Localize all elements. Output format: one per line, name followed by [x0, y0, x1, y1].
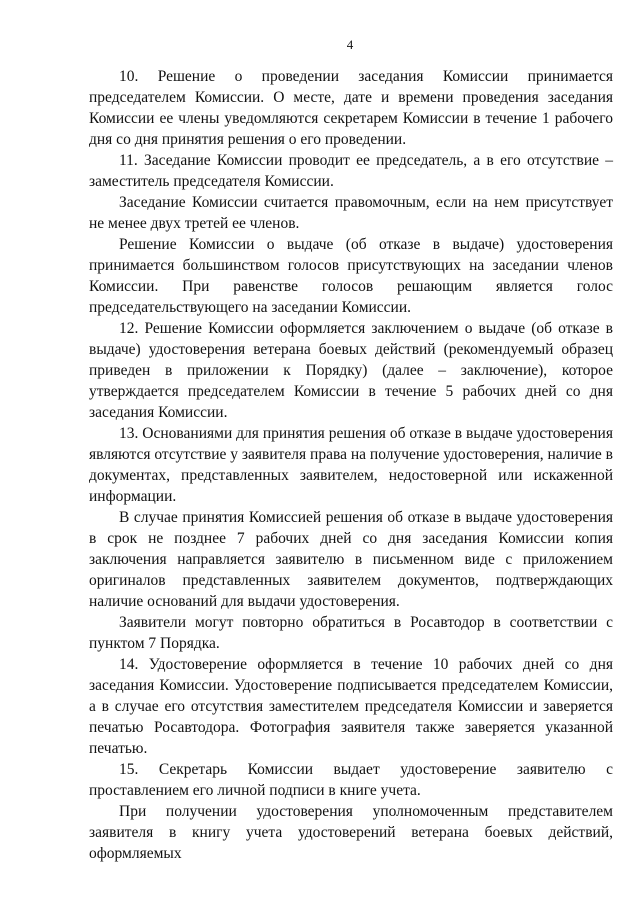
- paragraph-refusal-notice: В случае принятия Комиссией решения об отказе в выдаче удостоверения в срок не позднее 7 рабочих дней со дня заседания Комиссии копия заключения направляется заявителю в письменном виде с приложением оригиналов представленных заявителем документов, подтверждающих наличие оснований для выдачи удостоверения.: [89, 509, 613, 610]
- paragraph-11: 11. Заседание Комиссии проводит ее председатель, а в его отсутствие – заместитель председателя Комиссии.: [89, 152, 613, 190]
- paragraph-13: 13. Основаниями для принятия решения об отказе в выдаче удостоверения являются отсутствие у заявителя права на получение удостоверения, наличие в документах, представленных заявителем, недостоверной или искаженной информации.: [89, 425, 613, 505]
- paragraph-15: 15. Секретарь Комиссии выдает удостоверение заявителю с проставлением его личной подписи в книге учета.: [89, 761, 613, 799]
- paragraph-quorum: Заседание Комиссии считается правомочным, если на нем присутствует не менее двух третей ее членов.: [89, 194, 613, 232]
- paragraph-reapply: Заявители могут повторно обратиться в Росавтодор в соответствии с пунктом 7 Порядка.: [89, 614, 613, 652]
- page-number: 4: [346, 37, 354, 52]
- paragraph-decision-vote: Решение Комиссии о выдаче (об отказе в выдаче) удостоверения принимается большинством голосов присутствующих на заседании членов Комиссии. При равенстве голосов решающим является голос председательствующего на заседании Комиссии.: [89, 236, 613, 316]
- paragraph-10: 10. Решение о проведении заседания Комиссии принимается председателем Комиссии. О месте, дате и времени проведения заседания Комиссии ее члены уведомляются секретарем Комиссии в течение 1 рабочего дня со дня принятия решения о его проведении.: [89, 68, 613, 148]
- paragraph-14: 14. Удостоверение оформляется в течение 10 рабочих дней со дня заседания Комиссии. Удостоверение подписывается председателем Комиссии, а в случае его отсутствия заместителем председателя Комиссии и заверяется печатью Росавтодора. Фотография заявителя также заверяется указанной печатью.: [89, 656, 613, 757]
- paragraph-representative: При получении удостоверения уполномоченным представителем заявителя в книгу учета удостоверений ветерана боевых действий, оформляемых: [89, 803, 613, 862]
- paragraph-12: 12. Решение Комиссии оформляется заключением о выдаче (об отказе в выдаче) удостоверения ветерана боевых действий (рекомендуемый образец приведен в приложении к Порядку) (далее – заключение), которое утверждается председателем Комиссии в течение 5 рабочих дней со дня заседания Комиссии.: [89, 320, 613, 421]
- document-body: [89, 66, 613, 864]
